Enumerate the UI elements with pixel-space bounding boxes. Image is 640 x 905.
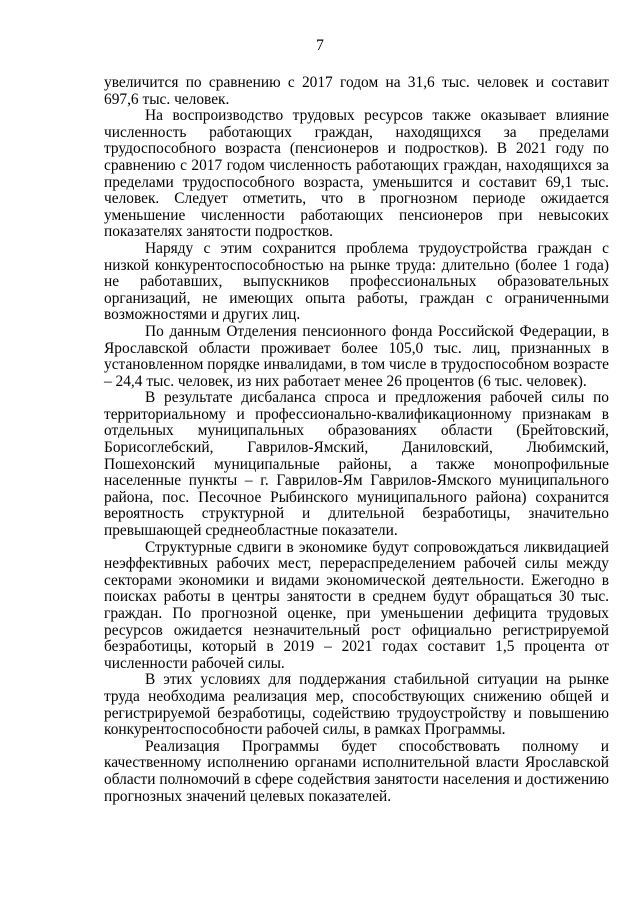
- paragraph-continuation: увеличится по сравнению с 2017 годом на 31,6 тыс. человек и составит 697,6 тыс. человек.: [104, 74, 609, 108]
- paragraph-program-implementation: Реализация Программы будет способствовать полному и качественному исполнению органами исполнительной власти Ярославской области полномочий в сфере содействия занятости населения и достижению прогнозных значений целевых показателей.: [104, 737, 609, 805]
- paragraph-pension-fund-data: По данным Отделения пенсионного фонда Российской Федерации, в Ярославской области проживает более 105,0 тыс. лиц, признанных в установленном порядке инвалидами, в том числе в трудоспособном возрасте – 24,4 тыс. человек, из них работает менее 26 процентов (6 тыс. человек).: [104, 322, 609, 390]
- paragraph-imbalance: В результате дисбаланса спроса и предложения рабочей силы по территориальному и профессионально-квалификационному признакам в отдельных муниципальных образованиях области (Брейтовский, Борисоглебский, Гаврилов-Ямский, Даниловский, Любимский, Пошехонский муниципальные районы, а также монопрофильные населенные пункты – г. Гаврилов-Ям Гаврилов-Ямского муниципального района, пос. Песочное Рыбинского муниципального района) сохранится вероятность структурной и длительной безработицы, значительно превышающей среднеобластные показатели.: [104, 389, 609, 540]
- page-number: 7: [316, 37, 324, 54]
- paragraph-stabilization-measures: В этих условиях для поддержания стабильной ситуации на рынке труда необходима реализация мер, способствующих снижению общей и регистрируемой безработицы, содействию трудоустройству и повышению конкурентоспособности рабочей силы, в рамках Программы.: [104, 671, 609, 739]
- paragraph-employment-problem: Наряду с этим сохранится проблема трудоустройства граждан с низкой конкурентоспособностью на рынке труда: длительно (более 1 года) не работавших, выпускников профессиональных образовательных организаций, не имеющих опыта работы, граждан с ограниченными возможностями и других лиц.: [104, 239, 609, 324]
- paragraph-structural-shifts: Структурные сдвиги в экономике будут сопровождаться ликвидацией неэффективных рабочих мест, перераспределением рабочей силы между секторами экономики и видами экономической деятельности. Ежегодно в поисках работы в центры занятости в среднем будут обращаться 30 тыс. граждан. По прогнозной оценке, при уменьшении дефицита трудовых ресурсов ожидается незначительный рост официально регистрируемой безработицы, который в 2019 – 2021 годах составит 1,5 процента от численности рабочей силы.: [104, 538, 609, 672]
- document-body: [104, 75, 609, 805]
- paragraph-labor-reproduction: На воспроизводство трудовых ресурсов также оказывает влияние численность работающих граждан, находящихся за пределами трудоспособного возраста (пенсионеров и подростков). В 2021 году по сравнению с 2017 годом численность работающих граждан, находящихся за пределами трудоспособного возраста, уменьшится и составит 69,1 тыс. человек. Следует отметить, что в прогнозном периоде ожидается уменьшение численности работающих пенсионеров при невысоких показателях занятости подростков.: [104, 107, 609, 241]
